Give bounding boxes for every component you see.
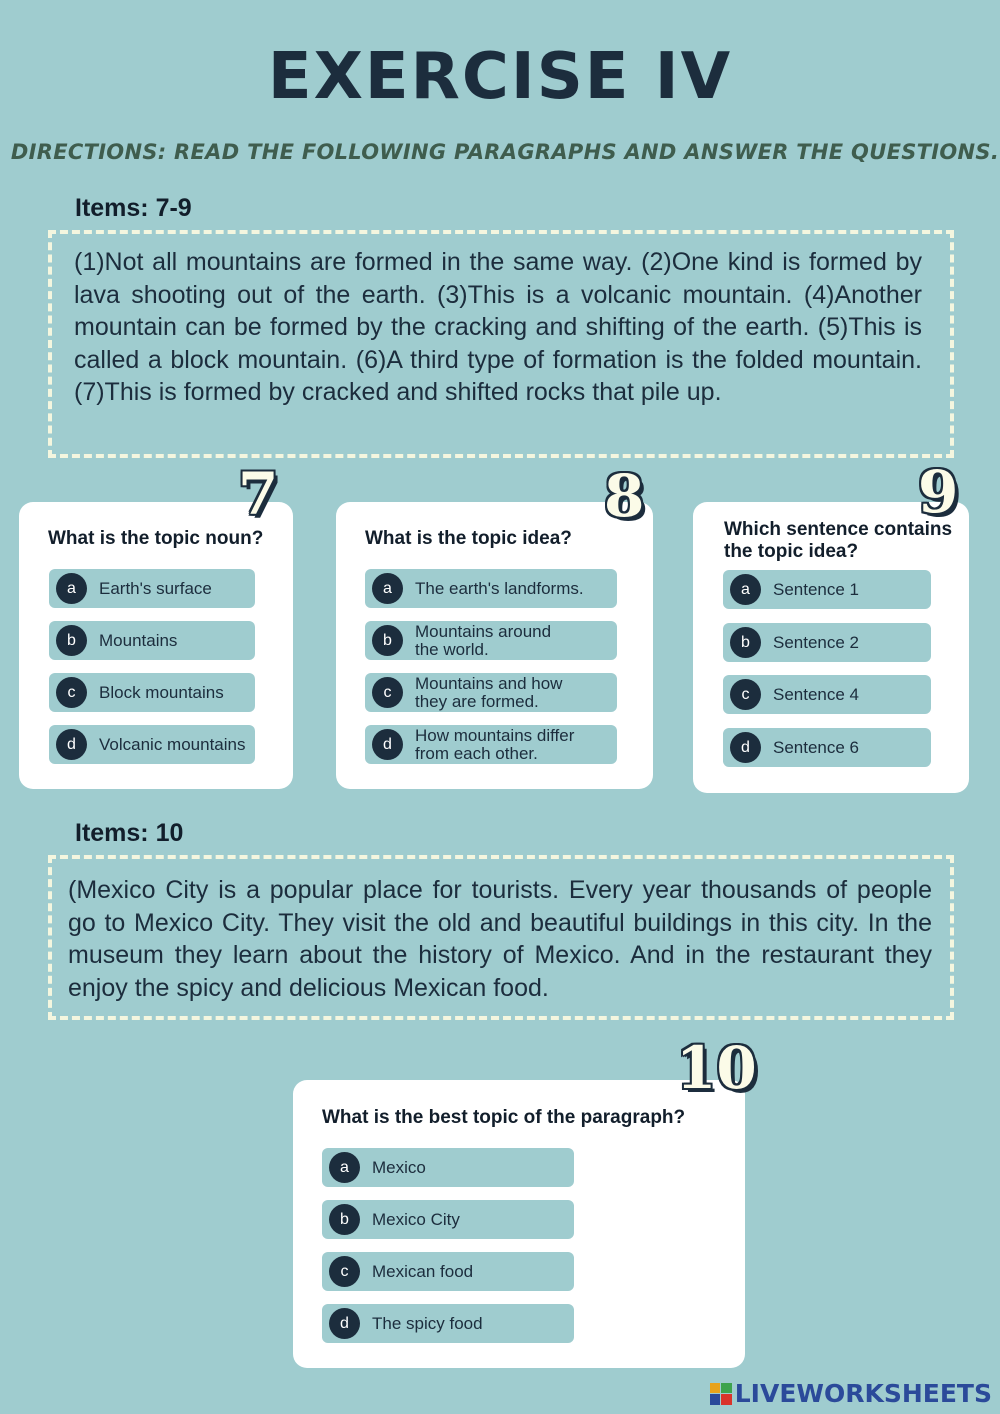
option-letter: c xyxy=(56,677,87,708)
question-text: What is the topic noun? xyxy=(48,528,264,549)
option-text: Sentence 4 xyxy=(773,684,860,704)
option-text: Sentence 1 xyxy=(773,579,860,599)
option-d[interactable] xyxy=(365,725,617,764)
option-letter: b xyxy=(329,1204,360,1235)
option-letter: b xyxy=(372,625,403,656)
option-d[interactable] xyxy=(49,725,255,764)
option-a[interactable] xyxy=(365,569,617,608)
item-number-7: 7 xyxy=(238,460,279,528)
option-text: The earth's landforms. xyxy=(415,578,584,598)
question-card-8 xyxy=(336,502,653,789)
option-a[interactable] xyxy=(322,1148,574,1187)
option-text: Mountains around the world. xyxy=(415,621,552,659)
option-b[interactable] xyxy=(365,621,617,660)
option-letter: b xyxy=(730,627,761,658)
question-card-10 xyxy=(293,1080,745,1368)
option-letter: d xyxy=(730,732,761,763)
directions: DIRECTIONS: READ THE FOLLOWING PARAGRAPHS AND ANSWER THE QUESTIONS. xyxy=(10,140,1000,164)
option-letter: a xyxy=(730,574,761,605)
option-letter: c xyxy=(372,677,403,708)
option-letter: a xyxy=(56,573,87,604)
option-c[interactable] xyxy=(365,673,617,712)
option-letter: d xyxy=(56,729,87,760)
option-b[interactable] xyxy=(723,623,931,662)
question-text: Which sentence contains the topic idea? xyxy=(724,519,953,562)
option-text: Mexico City xyxy=(372,1209,460,1229)
option-text: The spicy food xyxy=(372,1313,483,1333)
question-text: What is the topic idea? xyxy=(365,528,572,549)
logo-text: LIVEWORKSHEETS xyxy=(734,1379,992,1408)
option-text: Sentence 6 xyxy=(773,737,860,757)
items-label-10: Items: 10 xyxy=(75,819,184,847)
option-letter: d xyxy=(329,1308,360,1339)
question-card-7 xyxy=(19,502,293,789)
option-text: Earth's surface xyxy=(99,578,212,598)
option-c[interactable] xyxy=(322,1252,574,1291)
question-text: What is the best topic of the paragraph? xyxy=(322,1107,686,1128)
option-b[interactable] xyxy=(49,621,255,660)
option-text: Sentence 2 xyxy=(773,632,860,652)
option-text: Block mountains xyxy=(99,682,224,702)
item-number-8: 8 xyxy=(604,462,645,530)
option-text: Mexico xyxy=(372,1157,426,1177)
option-a[interactable] xyxy=(49,569,255,608)
item-number-10: 10 xyxy=(676,1034,757,1102)
passage-mexico-city: (Mexico City is a popular place for tourists. Every year thousands of people go to Mexico City. They visit the old and beautiful buildings in this city. In the museum they learn about the history of Mexico. And in the restaurant they enjoy the spicy and delicious Mexican food. xyxy=(48,855,954,1020)
option-c[interactable] xyxy=(49,673,255,712)
page-title: EXERCISE IV xyxy=(267,40,733,114)
question-card-9 xyxy=(693,502,969,793)
option-letter: c xyxy=(730,679,761,710)
option-text: Mexican food xyxy=(372,1261,474,1281)
option-text: Mountains and how they are formed. xyxy=(415,673,563,711)
items-label-7-9: Items: 7-9 xyxy=(75,194,192,222)
liveworksheets-logo-icon xyxy=(710,1383,732,1405)
option-letter: a xyxy=(372,573,403,604)
option-letter: a xyxy=(329,1152,360,1183)
liveworksheets-logo[interactable] xyxy=(710,1379,992,1408)
option-letter: c xyxy=(329,1256,360,1287)
option-letter: b xyxy=(56,625,87,656)
option-text: How mountains differ from each other. xyxy=(415,725,575,763)
option-text: Volcanic mountains xyxy=(99,734,246,754)
item-number-9: 9 xyxy=(918,458,959,526)
option-d[interactable] xyxy=(322,1304,574,1343)
option-text: Mountains xyxy=(99,630,178,650)
option-b[interactable] xyxy=(322,1200,574,1239)
option-a[interactable] xyxy=(723,570,931,609)
passage-mountains: (1)Not all mountains are formed in the same way. (2)One kind is formed by lava shooting out of the earth. (3)This is a volcanic mountain. (4)Another mountain can be formed by the cracking and shifting of the earth. (5)This is called a block mountain. (6)A third type of formation is the folded mountain. (7)This is formed by cracked and shifted rocks that pile up. xyxy=(48,230,954,458)
option-letter: d xyxy=(372,729,403,760)
option-d[interactable] xyxy=(723,728,931,767)
option-c[interactable] xyxy=(723,675,931,714)
